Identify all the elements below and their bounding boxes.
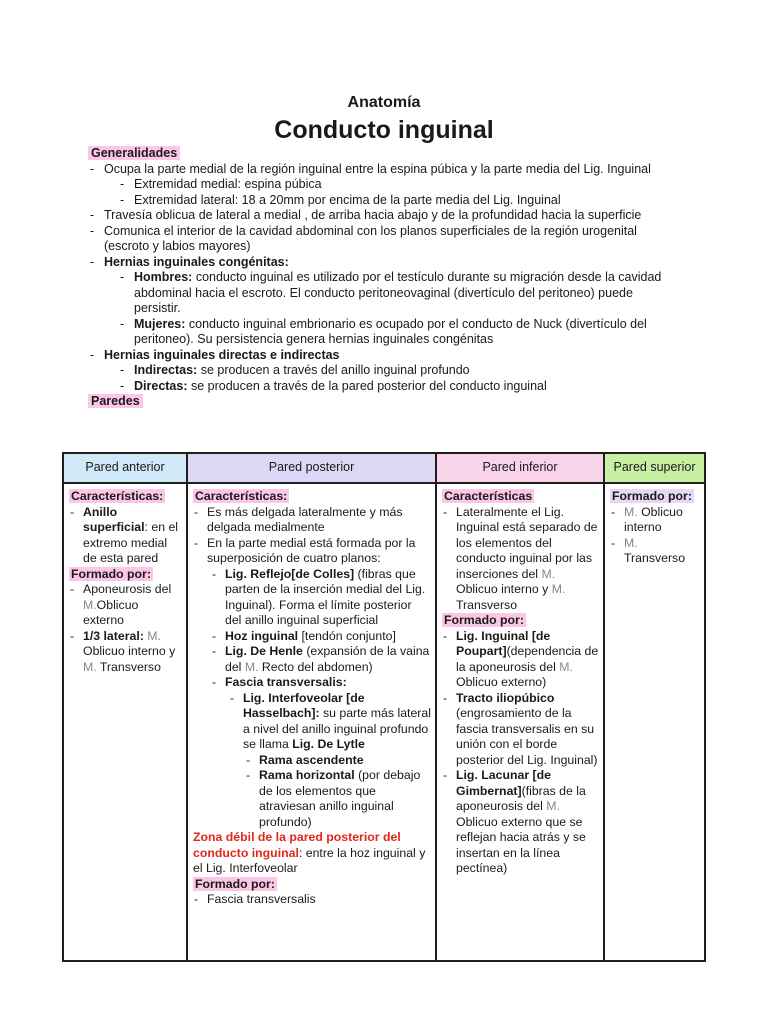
header-pared-superior: Pared superior (604, 453, 705, 483)
list-item: - Es más delgada lateralmente y más delgada medialmente (194, 504, 403, 534)
list-item: - Rama horizontal (por debajo de los elementos que atraviesan anillo inguinal profundo) (246, 768, 421, 829)
list-item: - Lig. Reflejo[de Colles] (fibras que parten de la inserción medial del Lig. Inguinal). Forma el límite posterior del anillo inguinal superficial (212, 566, 426, 627)
page-title: Conducto inguinal (274, 116, 494, 144)
dash-bullet-icon: - (443, 768, 448, 782)
list-item: - Rama ascendente (246, 752, 364, 767)
header-pared-inferior: Pared inferior (436, 453, 604, 483)
dash-bullet-icon: - (212, 675, 217, 689)
list-item: - Lig. Lacunar [de Gimbernat](fibras de la aponeurosis del M. Oblicuo externo que se reflejan hacia atrás y se insertan en la línea pectínea) (443, 768, 586, 875)
dash-bullet-icon: - (120, 270, 125, 284)
section-label-generalidades: Generalidades (88, 146, 180, 160)
list-item: - Tracto iliopúbico (engrosamiento de la fascia transversalis en su unión con el borde posterior del Lig. Inguinal) (443, 690, 598, 767)
dash-bullet-icon: - (212, 644, 217, 658)
list-item: - Anillo superficial: en el extremo medial de esta pared (70, 504, 179, 565)
list-item: - Lateralmente el Lig. Inguinal está separado de los elementos del conducto inguinal por las inserciones del M. Oblicuo interno y M. Transverso (443, 504, 598, 612)
table-row (63, 483, 705, 961)
weak-zone-note: Zona débil de la pared posterior del conducto inguinal: entre la hoz inguinal y el Lig. Interfoveolar (193, 830, 426, 875)
list-item: - Fascia transversalis (194, 892, 316, 906)
label-formado-por: Formado por: (612, 489, 692, 503)
dash-bullet-icon: - (230, 690, 235, 705)
label-caracteristicas: Características (444, 489, 533, 503)
dash-bullet-icon: - (90, 254, 95, 269)
list-item: - Hernias inguinales directas e indirectas (90, 347, 340, 362)
dash-bullet-icon: - (90, 161, 95, 176)
dash-bullet-icon: - (120, 177, 125, 191)
list-item: - Lig. Interfoveolar [de Hasselbach]: su parte más lateral a nivel del anillo inguinal profundo se llama Lig. De Lytle (230, 690, 431, 751)
dash-bullet-icon: - (90, 208, 95, 222)
cell-pared-anterior (63, 483, 187, 961)
list-item: - En la parte medial está formada por la superposición de cuatro planos: (194, 535, 416, 565)
dash-bullet-icon: - (611, 535, 616, 550)
list-item: - M. Transverso (611, 535, 686, 565)
dash-bullet-icon: - (70, 504, 75, 519)
dash-bullet-icon: - (212, 628, 217, 643)
dash-bullet-icon: - (443, 504, 448, 519)
list-item: - Lig. De Henle (expansión de la vaina del M. Recto del abdomen) (212, 644, 430, 674)
dash-bullet-icon: - (120, 378, 125, 393)
dash-bullet-icon: - (120, 363, 125, 377)
label-caracteristicas: Características: (71, 489, 164, 503)
dash-bullet-icon: - (194, 892, 199, 906)
intro-section (88, 146, 668, 410)
walls-table (62, 452, 706, 962)
list-item: - Extremidad lateral: 18 a 20mm por encima de la parte media del Lig. Inguinal (120, 192, 561, 207)
dash-bullet-icon: - (90, 223, 95, 238)
dash-bullet-icon: - (90, 347, 95, 362)
dash-bullet-icon: - (70, 582, 75, 596)
list-item: - Indirectas: se producen a través del anillo inguinal profundo (120, 363, 470, 377)
list-item: - Lig. Inguinal [de Poupart](dependencia de la aponeurosis del M. Oblicuo externo) (443, 628, 599, 689)
header-pared-posterior: Pared posterior (187, 453, 436, 483)
list-item: - Hernias inguinales congénitas: (90, 254, 289, 269)
list-item: - Extremidad medial: espina púbica (120, 177, 322, 191)
label-formado-por: Formado por: (71, 566, 151, 581)
list-item: - Ocupa la parte medial de la región inguinal entre la espina púbica y la parte media del Lig. Inguinal (90, 161, 651, 176)
dash-bullet-icon: - (194, 535, 199, 550)
list-item: - Mujeres: conducto inguinal embrionario es ocupado por el conducto de Nuck (divertículo del peritoneo). Su persistencia genera hernias inguinales congénitas (120, 316, 647, 346)
dash-bullet-icon: - (611, 504, 616, 519)
dash-bullet-icon: - (443, 690, 448, 705)
list-item: - Hoz inguinal [tendón conjunto] (212, 628, 396, 643)
list-item: - Aponeurosis del M.Oblicuo externo (70, 582, 172, 627)
dash-bullet-icon: - (443, 628, 448, 643)
list-item: - Comunica el interior de la cavidad abdominal con los planos superficiales de la región urogenital (escroto y labios mayores) (90, 223, 637, 253)
subject-heading: Anatomía (347, 94, 421, 111)
cell-pared-superior (604, 483, 705, 961)
table-header-row (63, 453, 705, 483)
list-item: - Hombres: conducto inguinal es utilizado por el testículo durante su migración desde la cavidad abdominal hacia el escroto. El conducto peritoneovaginal (divertículo del peritoneo) puede persistir. (120, 270, 662, 315)
dash-bullet-icon: - (246, 752, 251, 767)
cell-pared-inferior (436, 483, 604, 961)
label-caracteristicas: Características: (195, 489, 288, 503)
section-label-paredes: Paredes (88, 394, 143, 408)
dash-bullet-icon: - (70, 628, 75, 643)
label-formado-por: Formado por: (444, 613, 524, 627)
label-formado-por: Formado por: (195, 876, 275, 891)
intro-list (88, 162, 668, 395)
cell-pared-posterior (187, 483, 436, 961)
header-pared-anterior: Pared anterior (63, 453, 187, 483)
dash-bullet-icon: - (120, 316, 125, 331)
dash-bullet-icon: - (212, 566, 217, 581)
list-item: - Directas: se producen a través de la pared posterior del conducto inguinal (120, 378, 547, 393)
dash-bullet-icon: - (246, 768, 251, 782)
dash-bullet-icon: - (194, 504, 199, 519)
list-item: - 1/3 lateral: M. Oblicuo interno y M. Transverso (70, 628, 176, 674)
dash-bullet-icon: - (120, 192, 125, 207)
list-item: - M. Oblicuo interno (611, 504, 683, 534)
list-item: - Travesía oblicua de lateral a medial , de arriba hacia abajo y de la profundidad hacia la superficie (90, 208, 642, 222)
list-item: - Fascia transversalis: (212, 675, 347, 689)
